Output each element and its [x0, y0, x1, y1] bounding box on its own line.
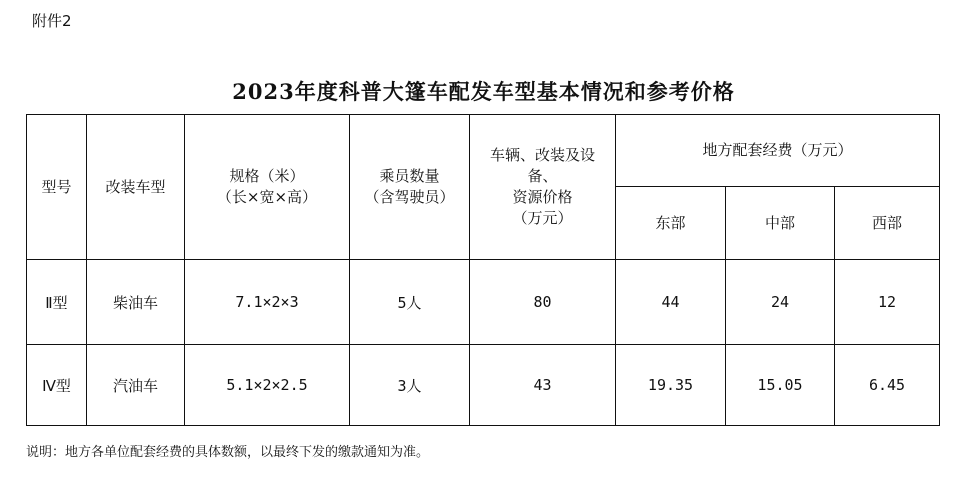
cell-model: Ⅱ型 [27, 260, 87, 345]
cell-price: 80 [470, 260, 616, 345]
header-central: 中部 [726, 187, 835, 260]
header-west: 西部 [835, 187, 940, 260]
header-crew-line1: 乘员数量 [379, 167, 440, 185]
cell-west: 6.45 [835, 345, 940, 426]
header-price-line1: 车辆、改装及设 [489, 146, 595, 164]
cell-east: 44 [616, 260, 726, 345]
cell-spec: 5.1×2×2.5 [185, 345, 350, 426]
document-title: 2023年度科普大篷车配发车型基本情况和参考价格 [232, 79, 735, 104]
header-vehicle-type: 改装车型 [87, 115, 185, 260]
header-price-line2: 备、 [527, 167, 558, 185]
table-row [27, 345, 940, 426]
header-crew-line2: （含驾驶员） [364, 188, 455, 206]
price-table [26, 114, 940, 426]
header-local-funding: 地方配套经费（万元） [616, 115, 940, 187]
cell-price: 43 [470, 345, 616, 426]
cell-spec: 7.1×2×3 [185, 260, 350, 345]
cell-model: Ⅳ型 [27, 345, 87, 426]
header-spec [185, 115, 350, 260]
header-price-line4: （万元） [512, 209, 573, 227]
table-row [27, 260, 940, 345]
header-model: 型号 [27, 115, 87, 260]
footnote: 说明：地方各单位配套经费的具体数额，以最终下发的缴款通知为准。 [26, 445, 430, 460]
cell-central: 24 [726, 260, 835, 345]
header-crew [350, 115, 470, 260]
header-east: 东部 [616, 187, 726, 260]
header-row-1 [27, 115, 940, 187]
header-price-line3: 资源价格 [512, 188, 573, 206]
cell-crew: 5人 [350, 260, 470, 345]
cell-central: 15.05 [726, 345, 835, 426]
header-spec-line2: （长×宽×高） [216, 188, 318, 206]
attachment-label: 附件2 [32, 12, 72, 30]
cell-east: 19.35 [616, 345, 726, 426]
cell-west: 12 [835, 260, 940, 345]
header-price [470, 115, 616, 260]
header-spec-line1: 规格（米） [229, 167, 305, 185]
cell-vehicle-type: 柴油车 [87, 260, 185, 345]
cell-crew: 3人 [350, 345, 470, 426]
cell-vehicle-type: 汽油车 [87, 345, 185, 426]
